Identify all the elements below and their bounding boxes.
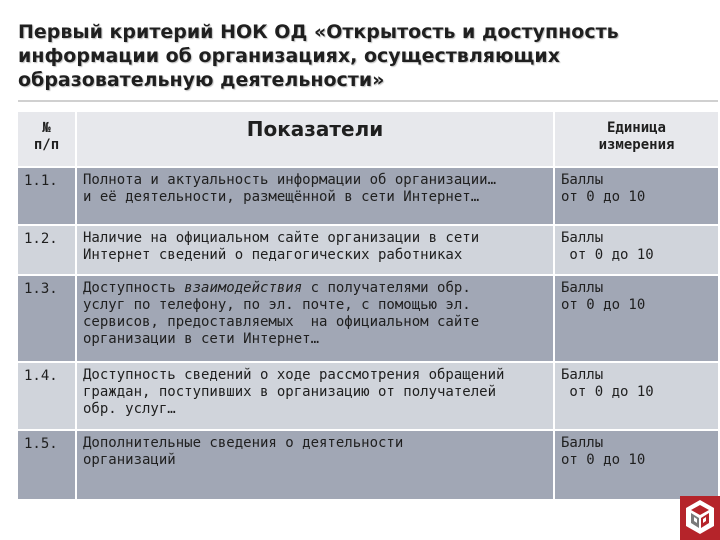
indicator-line: обр. услуг…: [83, 401, 176, 417]
row-indicator: [75, 168, 555, 224]
indicator-line: [83, 280, 547, 297]
indicator-line: и её деятельности, размещённой в сети Интернет…: [83, 189, 480, 205]
row-number: 1.3.: [24, 281, 58, 297]
geometric-logo-icon: [680, 496, 720, 540]
indicator-line: Доступность сведений о ходе рассмотрения обращений: [83, 367, 505, 383]
header-number: [18, 112, 75, 166]
header-number-line: №: [42, 120, 51, 136]
indicator-emphasis: взаимодействия: [184, 280, 303, 296]
table-row: [18, 363, 718, 431]
unit-line: от 0 до 10: [561, 247, 654, 263]
header-unit-line: измерения: [598, 137, 675, 153]
indicator-line: услуг по телефону, по эл. почте, с помощью эл.: [83, 297, 471, 313]
table-header: [18, 112, 718, 168]
header-number-line: п/п: [33, 137, 60, 153]
indicator-line: Интернет сведений о педагогических работниках: [83, 247, 463, 263]
header-unit-line: Единица: [606, 120, 666, 136]
title-line: Первый критерий НОК ОД «Открытость и доступность: [18, 21, 619, 43]
unit-line: Баллы: [561, 172, 604, 188]
indicator-line: Наличие на официальном сайте организации в сети: [83, 230, 480, 246]
table-row: [18, 226, 718, 276]
row-unit: [555, 431, 718, 499]
header-unit: [555, 112, 718, 166]
unit-line: от 0 до 10: [561, 452, 646, 468]
unit-line: от 0 до 10: [561, 384, 654, 400]
indicator-text: Доступность: [83, 280, 185, 296]
indicator-text: с получателями обр.: [302, 280, 471, 296]
row-number: 1.4.: [24, 368, 58, 384]
title-divider: [18, 100, 718, 102]
criteria-table: [18, 112, 718, 501]
indicator-line: организации в сети Интернет…: [83, 331, 320, 347]
indicator-line: граждан, поступивших в организацию от получателей: [83, 384, 497, 400]
indicator-line: Полнота и актуальность информации об организации…: [83, 172, 497, 188]
unit-line: Баллы: [561, 435, 604, 451]
row-number: 1.1.: [24, 173, 58, 189]
unit-line: от 0 до 10: [561, 189, 646, 205]
indicator-line: Дополнительные сведения о деятельности: [83, 435, 404, 451]
row-indicator: [75, 276, 555, 361]
row-unit: [555, 363, 718, 429]
row-indicator: [75, 431, 555, 499]
unit-line: Баллы: [561, 230, 604, 246]
row-unit: [555, 168, 718, 224]
table-row: [18, 276, 718, 363]
table-row: [18, 168, 718, 226]
unit-line: Баллы: [561, 280, 604, 296]
row-number: 1.2.: [24, 231, 58, 247]
header-indicators: Показатели: [75, 112, 555, 166]
title-line: информации об организациях, осуществляющих: [18, 45, 560, 67]
unit-line: Баллы: [561, 367, 604, 383]
row-number: 1.5.: [24, 436, 58, 452]
unit-line: от 0 до 10: [561, 297, 646, 313]
row-indicator: [75, 226, 555, 274]
row-unit: [555, 276, 718, 361]
row-indicator: [75, 363, 555, 429]
indicator-line: организаций: [83, 452, 176, 468]
title-line: образовательную деятельности»: [18, 69, 385, 91]
page-title: [18, 20, 698, 92]
indicator-line: сервисов, предоставляемых на официальном сайте: [83, 314, 480, 330]
table-row: [18, 431, 718, 501]
row-unit: [555, 226, 718, 274]
